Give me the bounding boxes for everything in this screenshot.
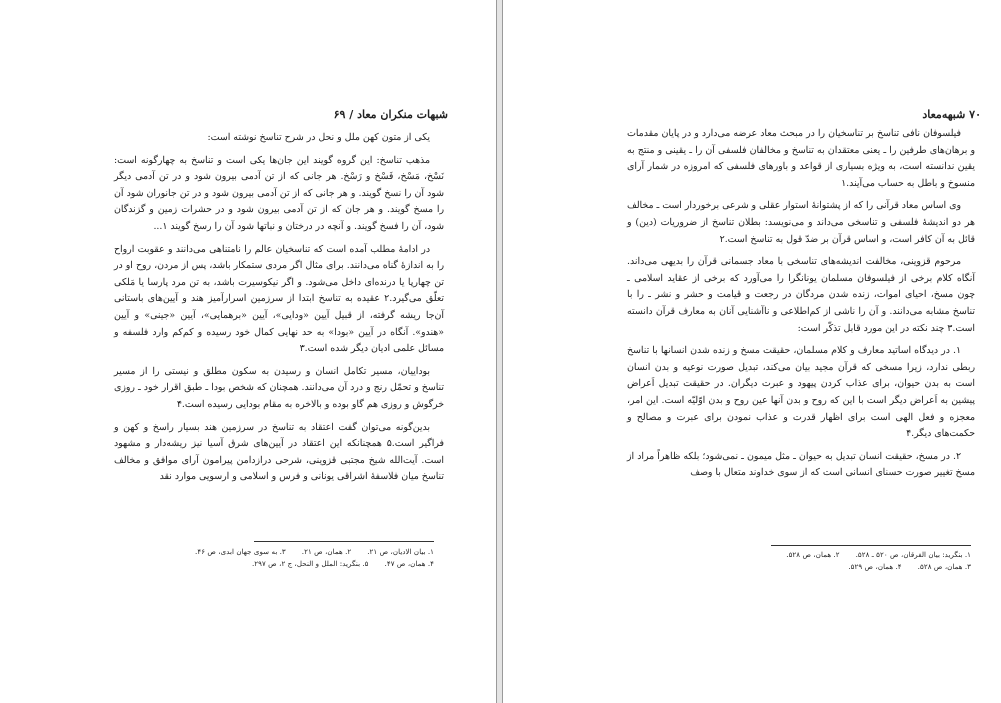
paragraph: ۲. در مسخ، حقیقت انسان تبدیل به حیوان ـ مثل میمون ـ نمی‌شود؛ بلکه ظاهراً مراد از مسخ تغییر صورت حسنای انسانی است که از سوی خداوند متعال با وصف [627,450,975,479]
left-page [0,0,497,703]
footnote: ۴. همان، ص ۵۲۹. [848,562,902,571]
footnote: ۲. همان، ص ۲۱. [301,547,352,556]
footnote-row [195,558,434,570]
paragraph: مرحوم قزوینی، مخالفت اندیشه‌های تناسخی با معاد جسمانی قرآن را بدیهی می‌داند. آنگاه کلام برخی از فیلسوفان مسلمان یونانگرا را می‌آورد که برخی از عقاید اسلامی ـ چون مسخ، احیای اموات، زنده شدن مردگان در رجعت و قیامت و حشر و نشر ـ را با تناسخ مشابه می‌دانند. و آن را ناشی از کم‌اطلاعی و ناآشنایی آنان به معارف قرآن دانسته است.۳ چند نکته در این مورد قابل تذکّر است: [627,256,975,334]
footnote: ۳. همان، ص ۵۲۸. [917,562,971,571]
paragraph: فیلسوفان نافی تناسخ بر تناسخیان را در مبحث معاد عرضه می‌دارد و در پایان مقدمات و برهان‌های طرفین را ـ یعنی معتقدان به تناسخ و مخالفان فلسفی آن را ـ یقینی و منتج به یقین ندانسته است، به ویژه بسیاری از قواعد و باورهای فلسفی که امروزه در شمار آرای منسوخ و باطل به حساب می‌آیند.۱ [627,128,975,189]
footnote-row [195,546,434,558]
paragraph: در ادامهٔ مطلب آمده است که تناسخیان عالم را نامتناهی می‌دانند و عقوبت ارواح را به اندازهٔ گناه می‌دانند. برای مثال اگر مردی ستمکار باشد، پس از مردن، روح او در تن چهارپا یا درنده‌ای داخل می‌شود. و اگر نیکوسیرت باشد، به تن مرد پارسا یا مَلکی تعلّق می‌گیرد.۲ عقیده به تناسخ ابتدا از سرزمین اسرارآمیز هند و آیین‌های باستانی آن‌جا ریشه گرفته، از قبیل آیین «ودایی»، آیین «برهمایی»، آیین «جینی» و آیین «هندو». آنگاه در آیین «بودا» به حد نهایی کمال خود رسیده و کم‌کم وارد فلسفه و مسائل علمی ادیان دیگر شده است.۳ [114,243,444,355]
footnotes [195,546,434,570]
paragraph: وی اساس معاد قرآنی را که از پشتوانهٔ استوار عقلی و شرعی برخوردار است ـ مخالف هر دو اندیشهٔ فلسفی و تناسخی می‌داند و می‌نویسد: بطلان تناسخ از ضروریات (دین) و قائل به آن کافر است، و اساس قرآن بر ضدّ قول به تناسخ است.۲ [627,200,975,245]
footnotes [786,549,971,573]
footnote-row [786,549,971,561]
footnote-divider [254,541,434,542]
footnote: ۴. همان، ص ۴۷. [384,559,434,568]
page-header: ۷۰ شبهه‌معاد [922,108,981,121]
page-header: شبهات منکران معاد / ۶۹ [333,108,448,121]
footnote-row [786,561,971,573]
page-body [627,126,975,488]
paragraph: بوداییان، مسیر تکامل انسان و رسیدن به سکون مطلق و نیستی را از مسیر تناسخ و تحمّل رنج و درد آن می‌دانند. همچنان که شخص بودا ـ طبق اقرار خود ـ روزی خرگوش و روزی هم گاو بوده و بالاخره به مقام بودایی رسیده است.۴ [114,365,444,410]
paragraph: یکی از متون کهن ملل و نحل در شرح تناسخ نوشته است: [207,132,430,143]
page-body [114,130,444,492]
footnote: ۳. به سوی جهان ابدی، ص ۴۶. [195,547,286,556]
footnote: ۲. همان، ص ۵۲۸. [786,550,840,559]
footnote: ۱. بیان الادیان، ص ۲۱. [367,547,434,556]
footnote: ۵. بنگرید: الملل و النحل، ج ۲، ص ۲۹۷. [251,559,369,568]
paragraph: بدین‌گونه می‌توان گفت اعتقاد به تناسخ در سرزمین هند بسیار راسخ و کهن و فراگیر است.۵ همچنانکه این اعتقاد در آیین‌های شرق آسیا نیز ریشه‌دار و مشهود است. آیت‌الله شیخ مجتبی قزوینی، شرحی درازدامن پیرامون آرای موافق و مخالف تناسخ میان فلاسفهٔ اشراقی یونانی و فرس و اسلامی و ارسویی موارد نقد [114,421,444,483]
paragraph: ۱. در دیدگاه اساتید معارف و کلام مسلمان، حقیقت مسخ و زنده شدن انسانها با تناسخ ربطی ندارد، زیرا مسخی که قرآن مجید بیان می‌کند، تبدیل صورت نوعیه و بدن انسان است به بدن حیوان، برای عذاب کردن پیهود و عبرت دیگران. در حقیقت تبدیل اَعراض پیشین به اَعراض دیگر است با این که روح و بدن آنها عین روح و بدن اوّلیّه است. این امر، معجزه و فعل الهی است برای اظهار قدرت و عذاب نمودن برای عبرت و مصالح و حکمت‌های دیگر.۴ [627,345,975,440]
right-page [502,0,1001,703]
paragraph: مذهب تناسخ: این گروه گویند این جان‌ها یکی است و تناسخ به چهارگونه است: نَسْخ، مَسْخ، فَسْخ و رَسْخ. هر جانی که از تن آدمی بیرون شود و در تن آدمی دیگر شود آن را نسخ گویند. و هر جانی که از تن آدمی بیرون شود و در تن جانوران شود آن را مسخ گویند. و هر جان که از تن آدمی بیرون شود و در حشرات زمین و گزندگان شود، آن را فسخ گویند. و آنچه در درختان و نباتها شود آن را رسخ گویند ۱... [114,154,444,232]
footnote-divider [771,545,971,546]
footnote: ۱. بنگرید: بیان الفرقان، ص ۵۲۰ ـ ۵۲۸. [855,550,971,559]
